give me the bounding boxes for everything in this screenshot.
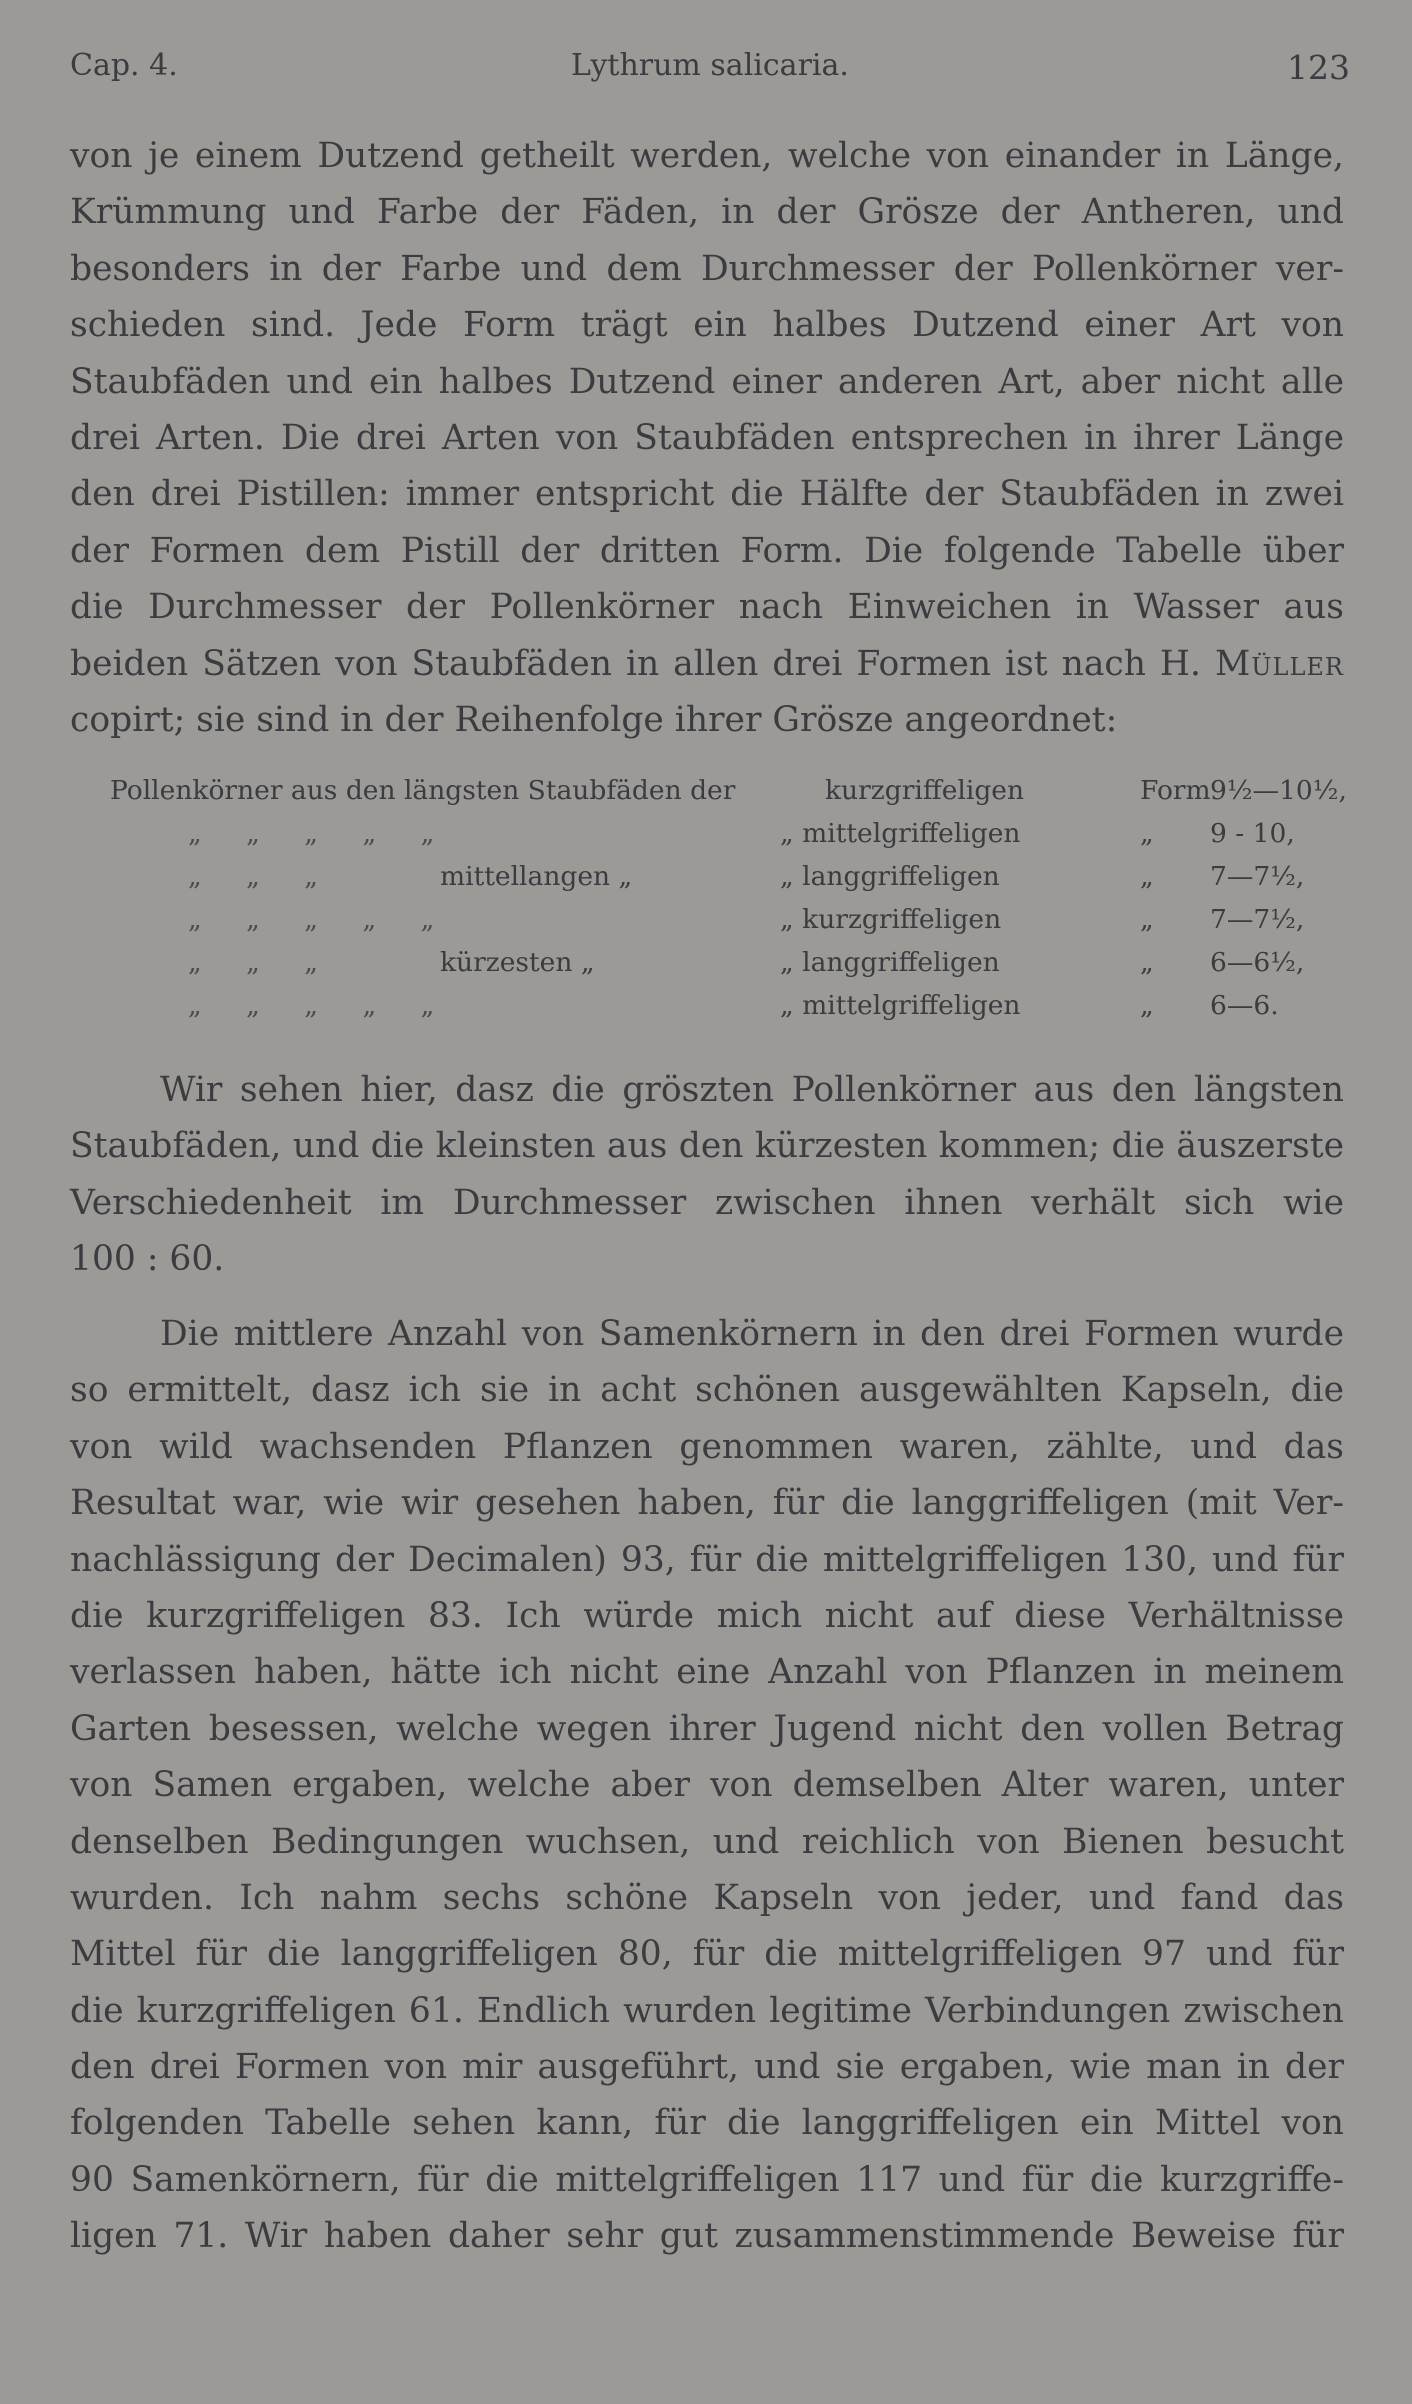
paragraph-2: [70, 1062, 1344, 1288]
text-fragment: beiden Sätzen von Staubfäden in allen drei Formen ist nach H.: [70, 643, 1215, 684]
text-line: ligen 71. Wir haben daher sehr gut zusammenstimmende Beweise für: [70, 2216, 1344, 2257]
running-title: Lythrum salicaria.: [571, 48, 849, 83]
table-cell: „: [1140, 947, 1154, 978]
table-cell: „ „ „: [188, 947, 319, 978]
table-cell: „ mittelgriffeligen: [780, 818, 1021, 849]
text-line: der Formen dem Pistill der dritten Form. Die folgende Tabelle über: [70, 530, 1344, 571]
table-cell: „ langgriffeligen: [780, 861, 1000, 892]
text-line: 90 Samenkörnern, für die mittelgriffeligen 117 und für die kurzgriffe-: [70, 2159, 1344, 2200]
text-line: Wir sehen hier, dasz die gröszten Pollenkörner aus den längsten: [160, 1070, 1344, 1110]
chapter-label: Cap. 4.: [70, 48, 178, 83]
text-line: verlassen haben, hätte ich nicht eine Anzahl von Pflanzen in meinem: [70, 1652, 1344, 1693]
pollen-diameter-table: [110, 775, 1347, 1033]
table-cell: „ kurzgriffeligen: [780, 904, 1002, 935]
text-line: die kurzgriffeligen 83. Ich würde mich nicht auf diese Verhältnisse: [70, 1595, 1344, 1636]
table-cell: mittellangen „: [440, 861, 633, 892]
table-cell: „: [1140, 861, 1154, 892]
table-row: [110, 947, 1340, 990]
table-cell: „: [1140, 818, 1154, 849]
text-line: den drei Pistillen: immer entspricht die Hälfte der Staubfäden in zwei: [70, 474, 1344, 515]
table-row: [110, 818, 1340, 861]
table-cell: „: [1140, 904, 1154, 935]
table-cell: 9 - 10,: [1210, 818, 1295, 849]
text-line: wurden. Ich nahm sechs schöne Kapseln von jeder, und fand das: [70, 1877, 1344, 1918]
table-cell: 9½—10½,: [1210, 775, 1347, 806]
table-cell: 6—6½,: [1210, 947, 1305, 978]
table-cell: 7—7½,: [1210, 861, 1305, 892]
text-line: von wild wachsenden Pflanzen genommen waren, zählte, und das: [70, 1426, 1344, 1467]
text-line: so ermittelt, dasz ich sie in acht schönen ausgewählten Kapseln, die: [70, 1370, 1344, 1411]
table-cell: 6—6.: [1210, 990, 1279, 1021]
table-cell: „: [1140, 990, 1154, 1021]
table-cell: „ mittelgriffeligen: [780, 990, 1021, 1021]
text-line: die Durchmesser der Pollenkörner nach Einweichen in Wasser aus: [70, 587, 1344, 628]
table-row: [110, 904, 1340, 947]
text-line: [70, 636, 1344, 692]
text-line: Garten besessen, welche wegen ihrer Jugend nicht den vollen Betrag: [70, 1708, 1344, 1749]
table-row: [110, 990, 1340, 1033]
table-cell: Form: [1140, 775, 1211, 806]
table-cell: „ „ „: [188, 861, 319, 892]
page-number: 123: [1287, 48, 1350, 87]
table-cell: „ „ „ „ „: [188, 904, 435, 935]
text-line: den drei Formen von mir ausgeführt, und sie ergaben, wie man in der: [70, 2047, 1344, 2088]
text-line: Mittel für die langgriffeligen 80, für die mittelgriffeligen 97 und für: [70, 1934, 1344, 1975]
table-row: [110, 775, 1347, 818]
table-cell: 7—7½,: [1210, 904, 1305, 935]
text-line: Verschiedenheit im Durchmesser zwischen ihnen verhält sich wie: [70, 1182, 1344, 1223]
text-line: schieden sind. Jede Form trägt ein halbes Dutzend einer Art von: [70, 305, 1344, 346]
text-line: folgenden Tabelle sehen kann, für die langgriffeligen ein Mittel von: [70, 2103, 1344, 2144]
text-line: copirt; sie sind in der Reihenfolge ihrer Grösze angeordnet:: [70, 699, 1118, 740]
text-line: Staubfäden und ein halbes Dutzend einer anderen Art, aber nicht alle: [70, 361, 1344, 402]
text-line: die kurzgriffeligen 61. Endlich wurden legitime Verbindungen zwischen: [70, 1990, 1344, 2031]
text-line: Die mittlere Anzahl von Samenkörnern in den drei Formen wurde: [160, 1314, 1344, 1354]
text-line: Krümmung und Farbe der Fäden, in der Grösze der Antheren, und: [70, 192, 1344, 233]
table-cell: „ „ „ „ „: [188, 818, 435, 849]
text-line: von Samen ergaben, welche aber von demselben Alter waren, unter: [70, 1765, 1344, 1806]
paragraph-1: [70, 128, 1344, 748]
paragraph-3: [70, 1306, 1344, 2265]
table-cell: kurzgriffeligen: [825, 775, 1025, 806]
table-row: [110, 861, 1340, 904]
table-cell: Pollenkörner aus den längsten Staubfäden der: [110, 775, 736, 806]
text-line: Resultat war, wie wir gesehen haben, für die langgriffeligen (mit Ver-: [70, 1483, 1344, 1524]
text-line: besonders in der Farbe und dem Durchmesser der Pollenkörner ver-: [70, 248, 1344, 289]
table-cell: kürzesten „: [440, 947, 595, 978]
text-line: drei Arten. Die drei Arten von Staubfäden entsprechen in ihrer Länge: [70, 417, 1344, 458]
text-line: 100 : 60.: [70, 1239, 225, 1280]
table-cell: „ „ „ „ „: [188, 990, 435, 1021]
text-line: von je einem Dutzend getheilt werden, welche von einander in Länge,: [70, 136, 1344, 176]
text-line: denselben Bedingungen wuchsen, und reichlich von Bienen besucht: [70, 1821, 1344, 1862]
text-line: Staubfäden, und die kleinsten aus den kürzesten kommen; die äuszerste: [70, 1126, 1344, 1167]
running-header: [70, 48, 1350, 98]
text-line: nachlässigung der Decimalen) 93, für die mittelgriffeligen 130, und für: [70, 1539, 1344, 1580]
author-name: Müller: [1214, 643, 1344, 684]
table-cell: „ langgriffeligen: [780, 947, 1000, 978]
